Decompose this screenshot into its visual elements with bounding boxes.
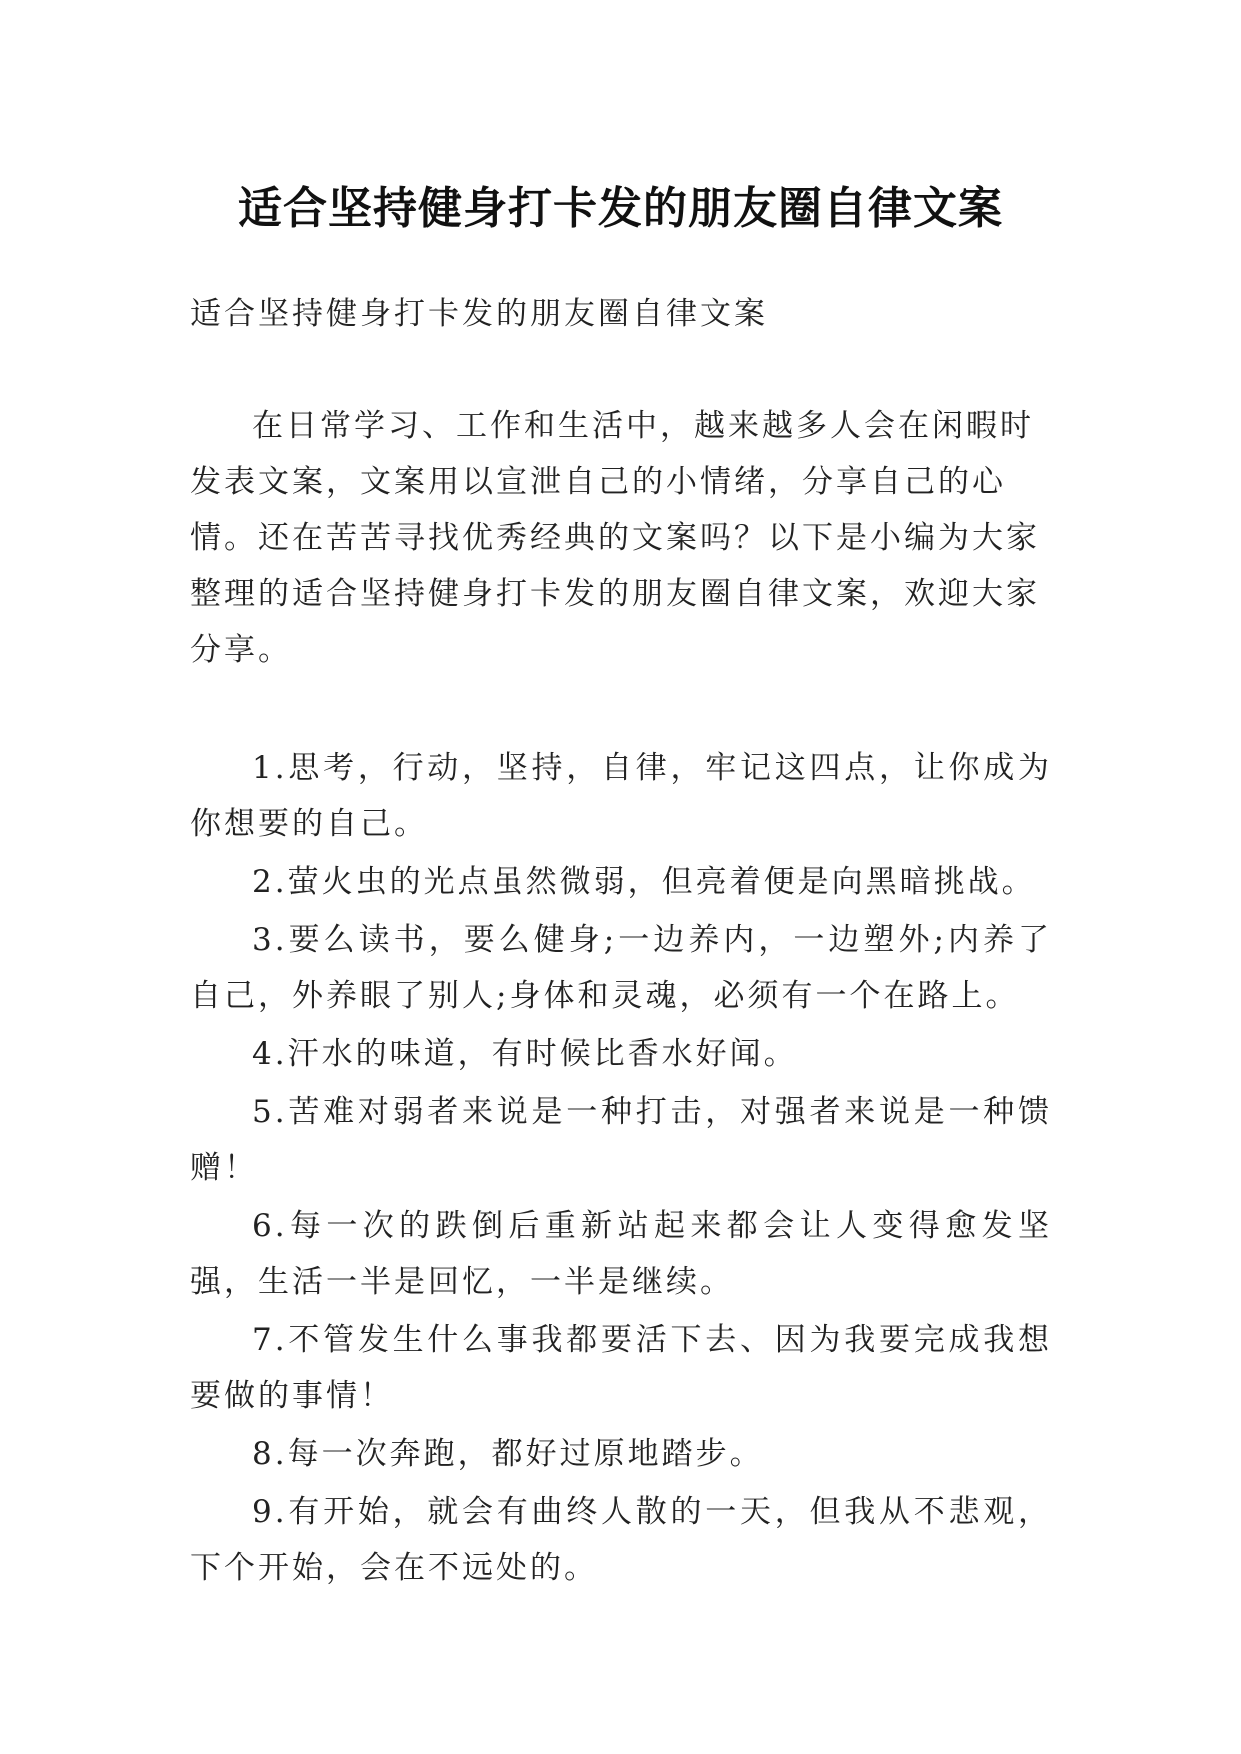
list-item: 4.汗水的味道，有时候比香水好闻。: [252, 1036, 798, 1072]
list-item: 7.不管发生什么事我都要活下去、因为我要完成我想要做的事情！: [190, 1322, 1052, 1414]
document-subtitle: 适合坚持健身打卡发的朋友圈自律文案: [190, 296, 768, 332]
intro-paragraph: 在日常学习、工作和生活中，越来越多人会在闲暇时发表文案，文案用以宣泄自己的小情绪，分享自己的心情。还在苦苦寻找优秀经典的文案吗？以下是小编为大家整理的适合坚持健身打卡发的朋友圈自律文案，欢迎大家分享。: [190, 408, 1040, 668]
document-body: [190, 286, 1052, 1598]
list-item: 9.有开始，就会有曲终人散的一天，但我从不悲观，下个开始，会在不远处的。: [190, 1494, 1052, 1586]
list-item: 3.要么读书，要么健身;一边养内，一边塑外;内养了自己，外养眼了别人;身体和灵魂，必须有一个在路上。: [190, 922, 1052, 1014]
list-item: 2.萤火虫的光点虽然微弱，但亮着便是向黑暗挑战。: [252, 864, 1036, 900]
document-title: 适合坚持健身打卡发的朋友圈自律文案: [238, 183, 1003, 235]
list-item: 1.思考，行动，坚持，自律，牢记这四点，让你成为你想要的自己。: [190, 750, 1052, 842]
list-item: 8.每一次奔跑，都好过原地踏步。: [252, 1436, 764, 1472]
list-item: 6.每一次的跌倒后重新站起来都会让人变得愈发坚强，生活一半是回忆，一半是继续。: [190, 1208, 1052, 1300]
list-item: 5.苦难对弱者来说是一种打击，对强者来说是一种馈赠！: [190, 1094, 1052, 1186]
